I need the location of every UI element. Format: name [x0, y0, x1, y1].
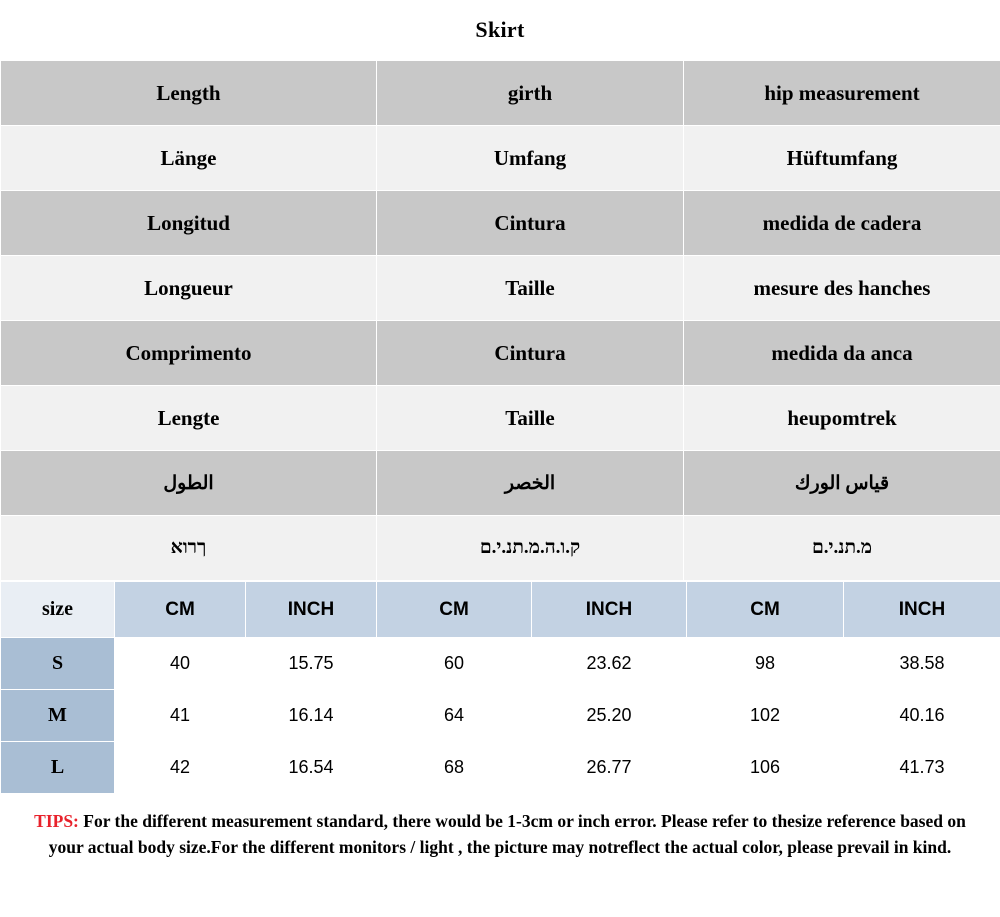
table-row	[1, 638, 1000, 690]
lang-cell-girth-de: Umfang	[377, 126, 684, 191]
cell-l-hip-cm: 106	[687, 742, 844, 794]
cell-s-girth-cm: 60	[377, 638, 532, 690]
cell-s-hip-cm: 98	[687, 638, 844, 690]
cell-m-girth-inch: 25.20	[532, 690, 687, 742]
row-size-s: S	[1, 638, 115, 690]
lang-cell-length-he: ךרוא	[1, 516, 377, 581]
lang-cell-length-pt: Comprimento	[1, 321, 377, 386]
header-length-cm: CM	[115, 582, 246, 638]
lang-cell-length-fr: Longueur	[1, 256, 377, 321]
header-length-inch: INCH	[246, 582, 377, 638]
table-row	[1, 61, 1000, 126]
lang-cell-hip-nl: heupomtrek	[684, 386, 1000, 451]
lang-cell-hip-he: מ.תנ.י.ם	[684, 516, 1000, 581]
lang-cell-girth-ar: الخصر	[377, 451, 684, 516]
table-row	[1, 256, 1000, 321]
lang-cell-hip-ar: قياس الورك	[684, 451, 1000, 516]
tips-section	[0, 794, 1000, 917]
cell-l-girth-cm: 68	[377, 742, 532, 794]
table-header-row	[1, 582, 1000, 638]
lang-cell-girth-pt: Cintura	[377, 321, 684, 386]
table-row	[1, 126, 1000, 191]
lang-cell-hip-fr: mesure des hanches	[684, 256, 1000, 321]
cell-s-hip-inch: 38.58	[844, 638, 1000, 690]
cell-l-length-inch: 16.54	[246, 742, 377, 794]
cell-s-length-inch: 15.75	[246, 638, 377, 690]
table-row	[1, 690, 1000, 742]
row-size-l: L	[1, 742, 115, 794]
header-hip-inch: INCH	[844, 582, 1000, 638]
table-row	[1, 516, 1000, 581]
cell-m-length-inch: 16.14	[246, 690, 377, 742]
cell-l-hip-inch: 41.73	[844, 742, 1000, 794]
lang-cell-girth-fr: Taille	[377, 256, 684, 321]
lang-cell-length-en: Length	[1, 61, 377, 126]
lang-cell-hip-en: hip measurement	[684, 61, 1000, 126]
table-row	[1, 451, 1000, 516]
lang-cell-length-nl: Lengte	[1, 386, 377, 451]
tips-text: For the different measurement standard, there would be 1-3cm or inch error. Please refer to thesize reference based on your actual body size.For the different monitors / light , the picture may notreflect the actual color, please prevail in kind.	[48, 811, 966, 858]
table-row	[1, 321, 1000, 386]
row-size-m: M	[1, 690, 115, 742]
lang-cell-length-es: Longitud	[1, 191, 377, 256]
table-row	[1, 742, 1000, 794]
cell-m-length-cm: 41	[115, 690, 246, 742]
header-girth-inch: INCH	[532, 582, 687, 638]
lang-cell-hip-pt: medida da anca	[684, 321, 1000, 386]
cell-m-hip-cm: 102	[687, 690, 844, 742]
lang-cell-girth-he: ק.ו.ה.מ.תנ.י.ם	[377, 516, 684, 581]
table-row	[1, 191, 1000, 256]
language-table	[0, 60, 1000, 581]
measurement-table	[0, 581, 1000, 794]
cell-m-hip-inch: 40.16	[844, 690, 1000, 742]
lang-cell-hip-es: medida de cadera	[684, 191, 1000, 256]
lang-cell-girth-nl: Taille	[377, 386, 684, 451]
lang-cell-length-ar: الطول	[1, 451, 377, 516]
page-title: Skirt	[475, 17, 525, 42]
cell-l-girth-inch: 26.77	[532, 742, 687, 794]
cell-l-length-cm: 42	[115, 742, 246, 794]
tips-label: TIPS:	[34, 811, 79, 831]
cell-m-girth-cm: 64	[377, 690, 532, 742]
header-girth-cm: CM	[377, 582, 532, 638]
lang-cell-girth-es: Cintura	[377, 191, 684, 256]
table-row	[1, 386, 1000, 451]
header-size: size	[1, 582, 115, 638]
lang-cell-hip-de: Hüftumfang	[684, 126, 1000, 191]
lang-cell-length-de: Länge	[1, 126, 377, 191]
header-hip-cm: CM	[687, 582, 844, 638]
chart-title-row	[0, 0, 1000, 60]
lang-cell-girth-en: girth	[377, 61, 684, 126]
cell-s-girth-inch: 23.62	[532, 638, 687, 690]
cell-s-length-cm: 40	[115, 638, 246, 690]
